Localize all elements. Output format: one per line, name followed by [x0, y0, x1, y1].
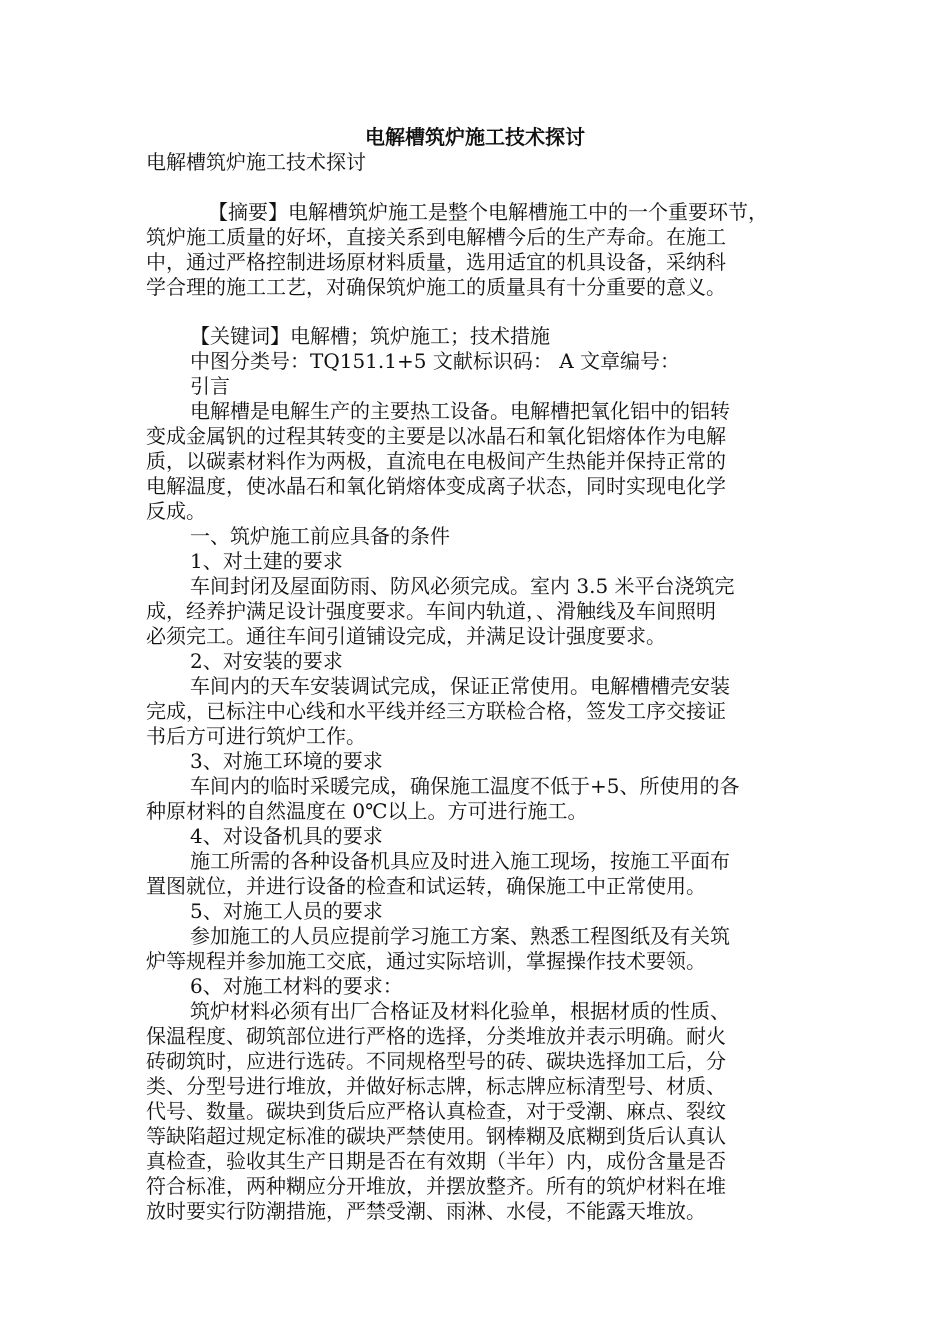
subsection-heading: 6、对施工材料的要求： [190, 974, 403, 998]
paragraph-line: 放时要实行防潮措施，严禁受潮、雨淋、水侵，不能露天堆放。 [146, 1199, 706, 1223]
document-subtitle: 电解槽筑炉施工技术探讨 [146, 150, 366, 174]
paragraph-line: 炉等规程并参加施工交底，通过实际培训，掌握操作技术要领。 [146, 949, 706, 973]
paragraph-line: 保温程度、砌筑部位进行严格的选择，分类堆放并表示明确。耐火 [146, 1024, 726, 1048]
paragraph-line: 等缺陷超过规定标准的碳块严禁使用。钢棒糊及底糊到货后认真认 [146, 1124, 726, 1148]
paragraph-line: 车间内的天车安装调试完成，保证正常使用。电解槽槽壳安装 [190, 674, 730, 698]
paragraph-line: 车间内的临时采暖完成，确保施工温度不低于+5、所使用的各 [190, 774, 740, 798]
paragraph-line: 置图就位，并进行设备的检查和试运转，确保施工中正常使用。 [146, 874, 706, 898]
paragraph-line: 种原材料的自然温度在 0℃以上。方可进行施工。 [146, 799, 588, 823]
paragraph-line: 成，经养护满足设计强度要求。车间内轨道，、滑触线及车间照明 [146, 599, 716, 623]
intro-line: 电解温度，使冰晶石和氧化销熔体变成离子状态，同时实现电化学 [146, 474, 726, 498]
paragraph-line: 类、分型号进行堆放，并做好标志牌，标志牌应标清型号、材质、 [146, 1074, 726, 1098]
paragraph-line: 砖砌筑时，应进行选砖。不同规格型号的砖、碳块选择加工后，分 [146, 1049, 726, 1073]
paragraph-line: 施工所需的各种设备机具应及时进入施工现场，按施工平面布 [190, 849, 730, 873]
paragraph-line: 必须完工。通往车间引道铺设完成，并满足设计强度要求。 [146, 624, 666, 648]
paragraph-line: 符合标准，两种糊应分开堆放，并摆放整齐。所有的筑炉材料在堆 [146, 1174, 726, 1198]
paragraph-line: 车间封闭及屋面防雨、防风必须完成。室内 3.5 米平台浇筑完 [190, 574, 735, 598]
intro-heading: 引言 [190, 374, 230, 398]
subsection-heading: 2、对安装的要求 [190, 649, 343, 673]
intro-line: 电解槽是电解生产的主要热工设备。电解槽把氧化铝中的铝转 [190, 399, 730, 423]
abstract-line: 筑炉施工质量的好坏，直接关系到电解槽今后的生产寿命。在施工 [146, 225, 726, 249]
paragraph-line: 书后方可进行筑炉工作。 [146, 724, 366, 748]
abstract-line: 【摘要】电解槽筑炉施工是整个电解槽施工中的一个重要环节， [208, 200, 768, 224]
document-title: 电解槽筑炉施工技术探讨 [365, 125, 585, 149]
subsection-heading: 4、对设备机具的要求 [190, 824, 383, 848]
paragraph-line: 完成，已标注中心线和水平线并经三方联检合格，签发工序交接证 [146, 699, 726, 723]
intro-line: 反成。 [146, 499, 206, 523]
intro-line: 变成金属钒的过程其转变的主要是以冰晶石和氧化铝熔体作为电解 [146, 424, 726, 448]
intro-line: 质，以碳素材料作为两极，直流电在电极间产生热能并保持正常的 [146, 449, 726, 473]
keywords-line: 【关键词】电解槽；筑炉施工；技术措施 [190, 324, 550, 348]
abstract-line: 中，通过严格控制进场原材料质量，选用适宜的机具设备，采纳科 [146, 250, 726, 274]
classification-line: 中图分类号：TQ151.1+5 文献标识码： A 文章编号： [190, 349, 680, 373]
paragraph-line: 参加施工的人员应提前学习施工方案、熟悉工程图纸及有关筑 [190, 924, 730, 948]
paragraph-line: 真检查，验收其生产日期是否在有效期（半年）内，成份含量是否 [146, 1149, 726, 1173]
subsection-heading: 3、对施工环境的要求 [190, 749, 383, 773]
paragraph-line: 筑炉材料必须有出厂合格证及材料化验单，根据材质的性质、 [190, 999, 730, 1023]
subsection-heading: 1、对土建的要求 [190, 549, 343, 573]
section-heading: 一、筑炉施工前应具备的条件 [190, 524, 450, 548]
paragraph-line: 代号、数量。碳块到货后应严格认真检查，对于受潮、麻点、裂纹 [146, 1099, 726, 1123]
subsection-heading: 5、对施工人员的要求 [190, 899, 383, 923]
abstract-line: 学合理的施工工艺，对确保筑炉施工的质量具有十分重要的意义。 [146, 275, 726, 299]
